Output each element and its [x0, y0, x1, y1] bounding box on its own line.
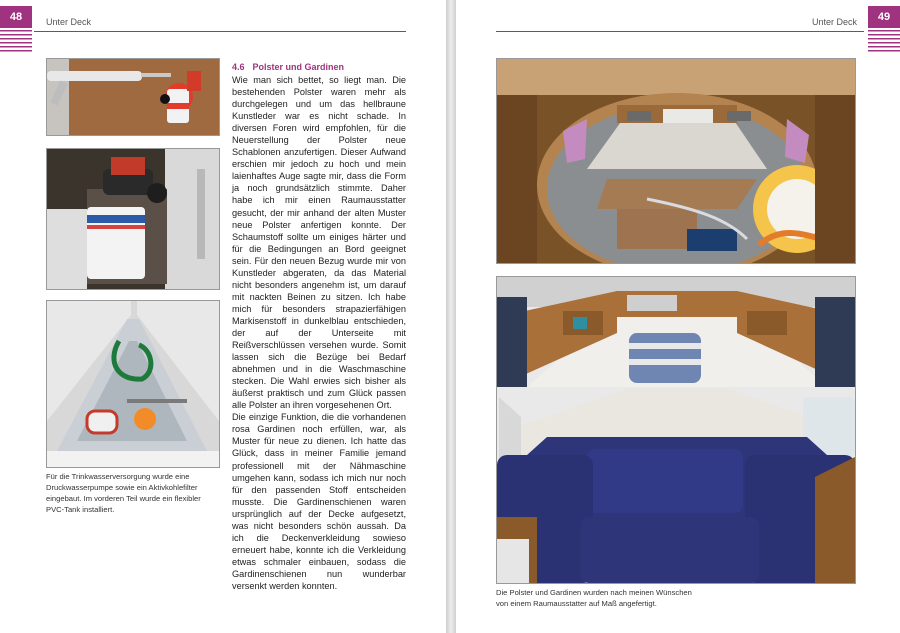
cabin-after-photo [496, 276, 856, 584]
photo-caption-right [496, 587, 854, 609]
section-number: 4.6 [232, 62, 245, 72]
pump-with-filter-illustration [47, 149, 219, 289]
photo-caption-right-line-2: von einem Raumausstatter auf Maß angefertigt. [496, 599, 657, 608]
book-gutter [446, 0, 456, 633]
photo-caption-left: Für die Trinkwasserversorgung wurde eine Druckwasserpumpe sowie ein Aktivkohlefilter eingebaut. Im vorderen Teil wurde ein flexibler PVC-Tank installiert. [46, 472, 201, 514]
body-paragraph-2: Die einzige Funktion, die die vorhandenen rosa Gardinen noch erfüllen, war, als Muster für neue zu dienen. Ich hatte das Glück, dass in meiner Familie jemand professionell mit der Nähmaschine umgehen kann, sodass ich mich nur noch für den passenden Stoff entscheiden musste. Die Gardinenschienen waren ursprünglich auf der Decke aufgesetzt, was nicht besonders schön aussah. Da ich die Deckenverkleidung sowieso erneuert habe, konnte ich die Verkleidung etwas schmaler einbauen, sodass die Gardinenschienen nun wunderbar versenkt werden konnten. [232, 412, 406, 591]
running-head-right: Unter Deck [812, 17, 858, 27]
page-tab-stripes-left [0, 30, 32, 52]
bow-tank-photo [46, 300, 220, 468]
cabin-before-illustration [497, 59, 855, 263]
bow-tank-illustration [47, 301, 219, 467]
page-number-left: 48 [0, 6, 32, 28]
cabin-after-illustration [497, 277, 855, 583]
page-tab-stripes-right [868, 30, 900, 52]
header-rule-right [496, 31, 864, 32]
left-page [0, 0, 446, 633]
body-paragraph-1: Wie man sich bettet, so liegt man. Die bestehenden Polster waren mehr als durchgelegen und um das hellbraune Kunstleder war es nicht schade. In diversen Foren wird empfohlen, für die Neuerstellung der Polster neue Schablonen anzufertigen. Dieser Aufwand erschien mir jedoch zu hoch und mein laienhaftes Auge sagte mir, dass die Form ja noch grundsätzlich stimmte. Daher habe ich mir einen Raumausstatter gesucht, der mir anhand der alten Muster neue Polster anfertigen konnte. Der Schaumstoff sollte um einiges härter und für die Bedingungen an Bord geeignet sein. Für den neuen Bezug wurde mir von Kunstleder abgeraten, da das Material nicht besonders angenehm ist, um darauf mit nackten Beinen zu sitzen. Ich habe mich für besonders strapazierfähigen Markisenstoff in dunkelblau entschieden, der auf der Unterseite mit Reißverschlüssen versehen wurde. Somit lassen sich die Bezüge bei Bedarf abnehmen und in die Waschmaschine stecken. Die Wahl erwies sich bisher als äußerst praktisch und zum Glück passen alle Polster an ihren vorgesehenen Ort. [232, 75, 406, 411]
pump-on-wood-photo [46, 58, 220, 136]
page-number-right: 49 [868, 6, 900, 28]
body-text [232, 74, 406, 592]
pump-on-wood-illustration [47, 59, 219, 135]
right-page [456, 0, 900, 633]
pump-with-filter-photo [46, 148, 220, 290]
section-title: Polster und Gardinen [252, 62, 345, 72]
section-heading [232, 62, 344, 72]
running-head-left: Unter Deck [46, 17, 92, 27]
header-rule-left [34, 31, 406, 32]
cabin-before-photo [496, 58, 856, 264]
photo-caption-right-line-1: Die Polster und Gardinen wurden nach meinen Wünschen [496, 588, 692, 597]
